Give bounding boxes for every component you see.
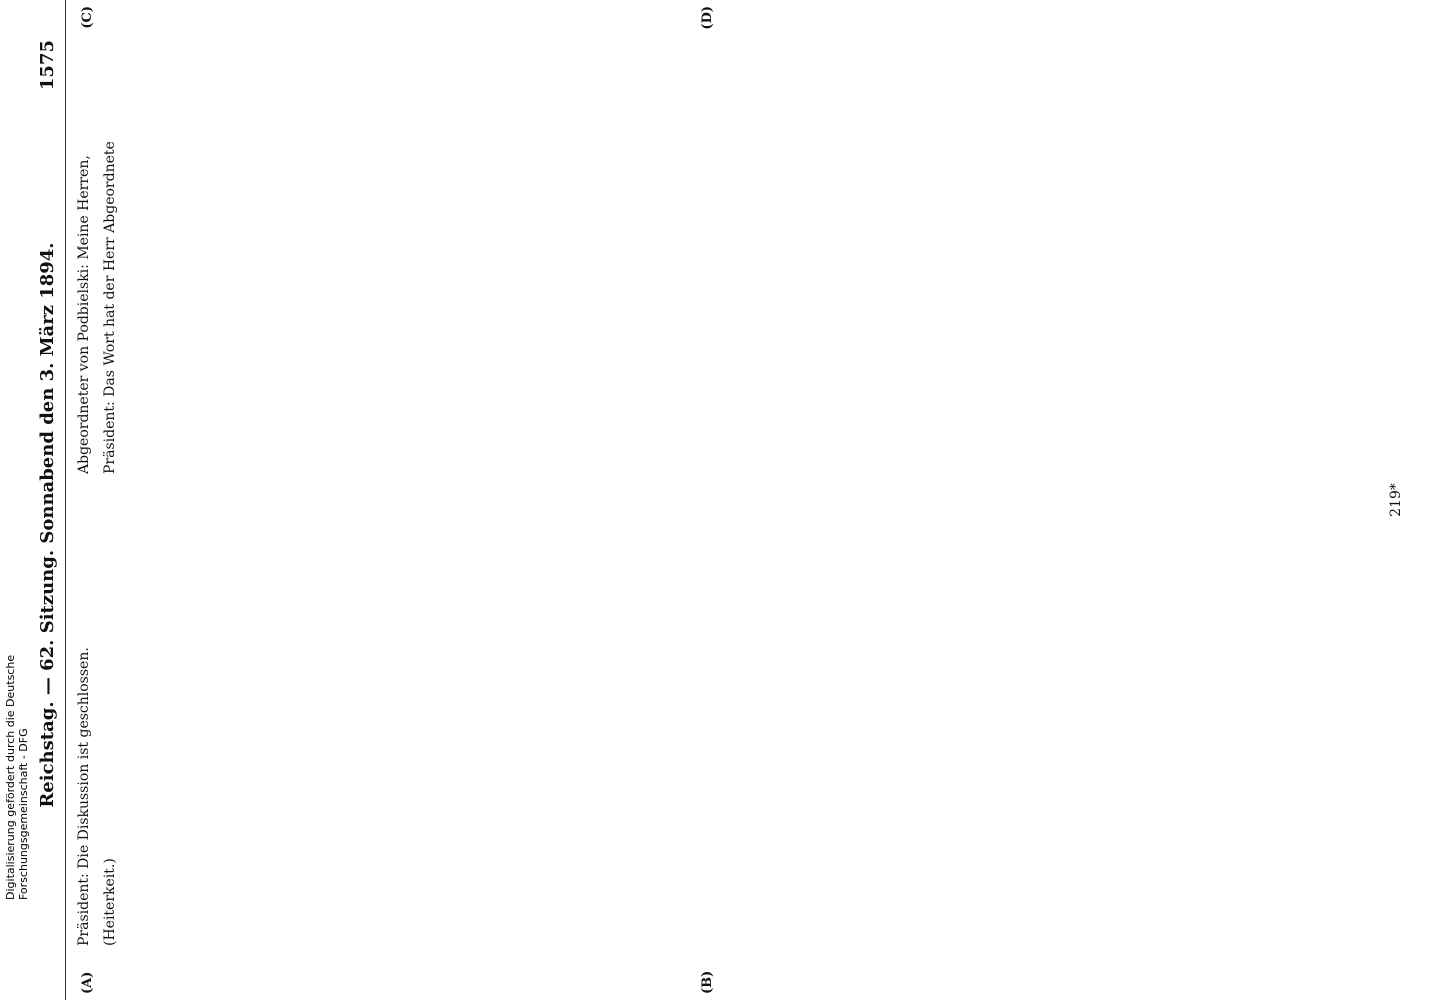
margin-marker-c: (C) [80, 6, 95, 29]
page-title: Reichstag. — 62. Sitzung. Sonnabend den 3. März 1894. [37, 242, 58, 808]
paragraph: Abgeordneter von Podbielski: Meine Herren, [76, 155, 92, 474]
right-column [76, 40, 1362, 488]
paragraph: (Heiterkeit.) [101, 858, 118, 946]
margin-marker-b: (B) [700, 970, 715, 994]
page-footer-signature: 219* [1388, 483, 1404, 517]
paragraph: Präsident: Das Wort hat der Herr Abgeordnete [101, 141, 118, 474]
dfg-attribution: Digitalisierung gefördert durch die Deutsche Forschungsgemeinschaft - DFG [4, 654, 30, 900]
margin-marker-a: (A) [80, 971, 95, 994]
text-columns [76, 40, 1362, 960]
left-column [76, 512, 1362, 960]
page-header [30, 0, 66, 1000]
paragraph: Präsident: Die Diskussion ist geschlossen. [76, 647, 92, 946]
margin-marker-d: (D) [700, 6, 715, 30]
right-page-number: 1575 [37, 40, 58, 91]
